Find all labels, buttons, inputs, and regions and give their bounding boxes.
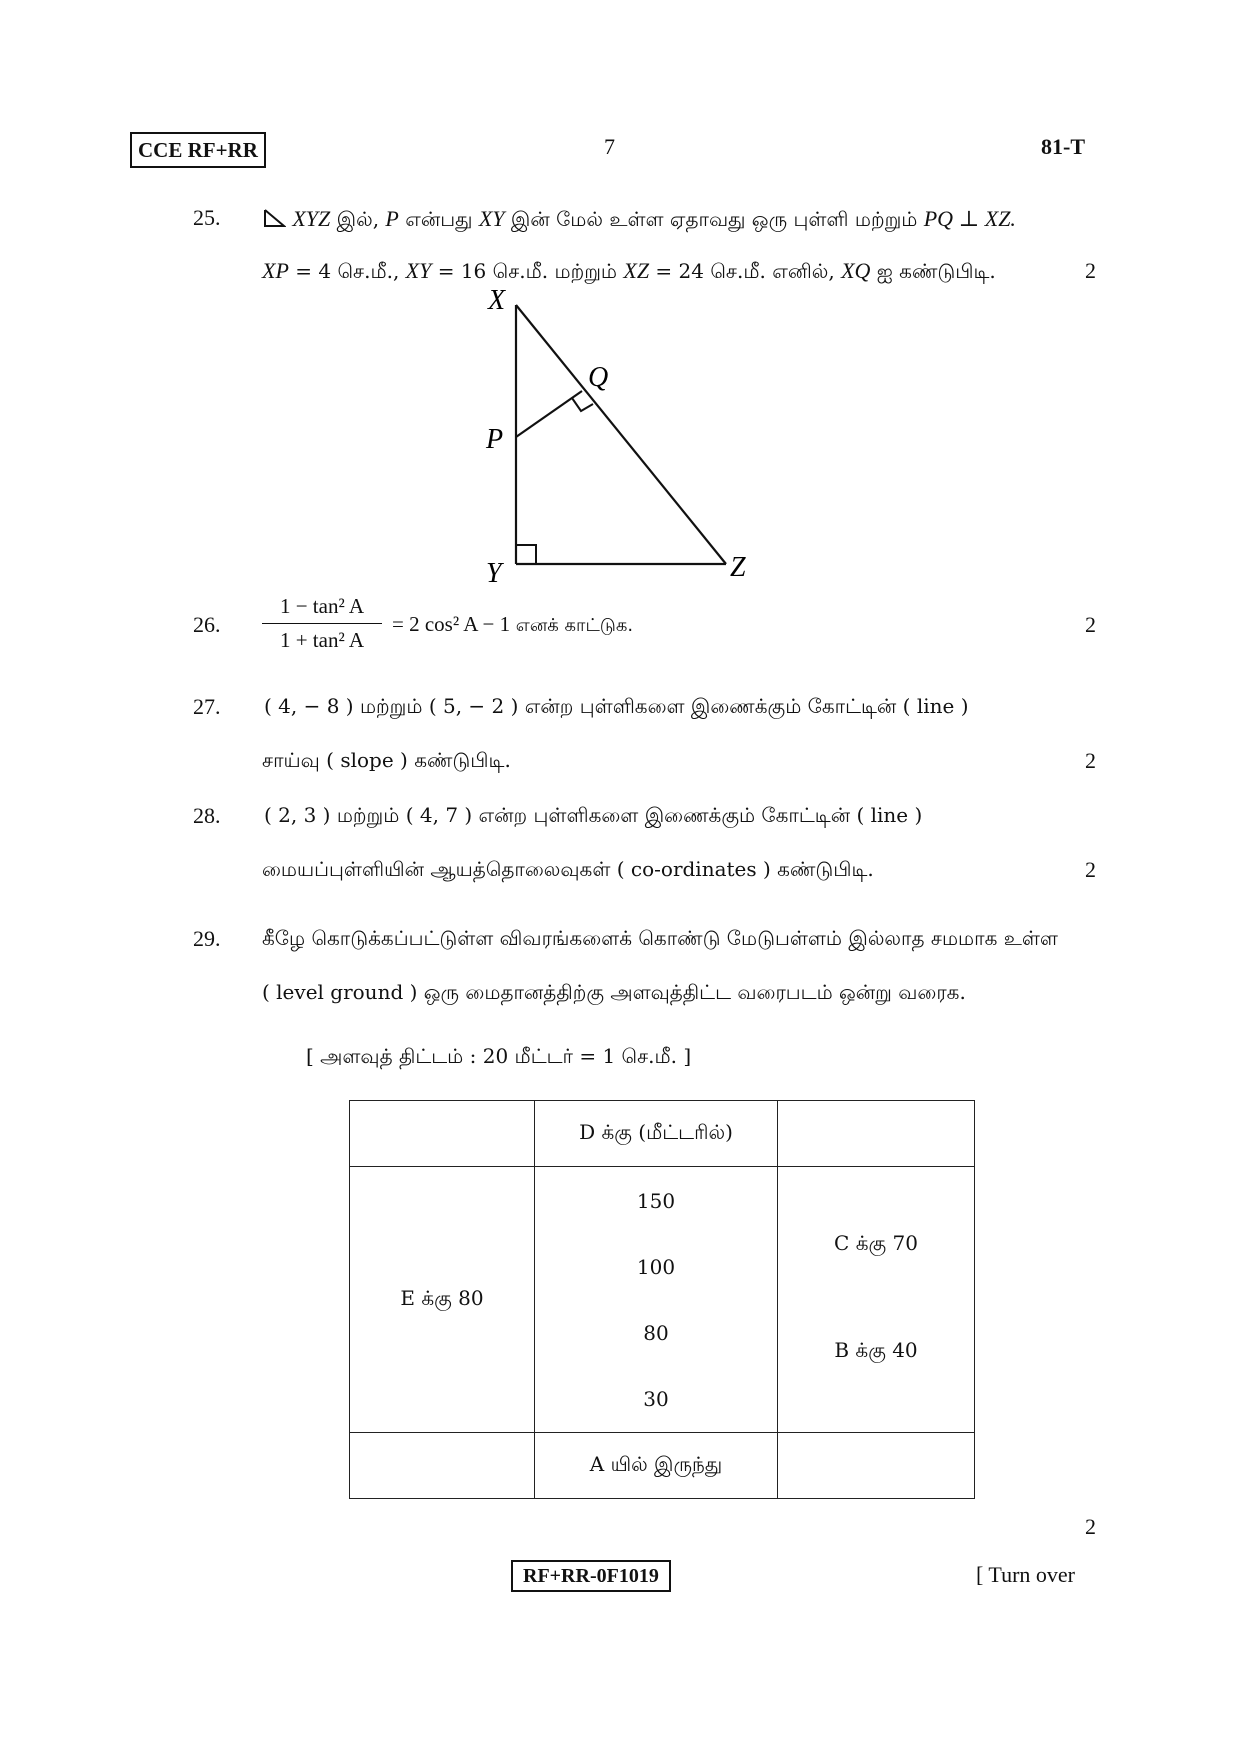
q26-number: 26. xyxy=(193,612,221,637)
q27-marks: 2 xyxy=(1085,748,1096,773)
segment-pq xyxy=(516,391,582,437)
q25-line2: XP = 4 செ.மீ., XY = 16 செ.மீ. மற்றும் XZ = 24 செ.மீ. எனில், XQ ஐ கண்டுபிடி. xyxy=(262,258,996,283)
q25-marks: 2 xyxy=(1085,258,1096,283)
table-footer: A யில் இருந்து xyxy=(535,1433,778,1499)
survey-table xyxy=(349,1100,975,1499)
q29-scale: [ அளவுத் திட்டம் : 20 மீட்டர் = 1 செ.மீ. ] xyxy=(306,1044,692,1068)
table-right xyxy=(778,1167,975,1433)
q27-line1: ( 4, − 8 ) மற்றும் ( 5, − 2 ) என்ற புள்ளிகளை இணைக்கும் கோட்டின் ( line ) xyxy=(264,694,969,718)
q25-number: 25. xyxy=(193,205,221,230)
q29-line1: கீழே கொடுக்கப்பட்டுள்ள விவரங்களைக் கொண்டு மேடுபள்ளம் இல்லாத சமமாக உள்ள xyxy=(262,926,1058,950)
table-header: D க்கு (மீட்டரில்) xyxy=(535,1101,778,1167)
footer-code: RF+RR-0F1019 xyxy=(523,1565,659,1587)
offset-value: 80 xyxy=(643,1320,669,1345)
q29-line2: ( level ground ) ஒரு மைதானத்திற்கு அளவுத்திட்ட வரைபடம் ஒன்று வரைக. xyxy=(262,980,966,1004)
triangle-diagram xyxy=(480,280,760,590)
q28-marks: 2 xyxy=(1085,857,1096,882)
right-angle-q xyxy=(572,398,593,411)
footer-code-box xyxy=(511,1560,671,1592)
q26-marks: 2 xyxy=(1085,612,1096,637)
right-angle-y xyxy=(516,545,536,564)
side-xz xyxy=(516,305,726,564)
page-number: 7 xyxy=(604,134,615,159)
table-cell-empty xyxy=(778,1101,975,1167)
q28-number: 28. xyxy=(193,803,221,828)
label-x: X xyxy=(488,285,506,316)
header-code-box xyxy=(130,132,266,168)
table-cell-empty xyxy=(350,1433,535,1499)
label-p: P xyxy=(486,424,504,455)
table-right-c: C க்கு 70 xyxy=(834,1230,918,1255)
table-right-b: B க்கு 40 xyxy=(834,1337,918,1362)
paper-code: 81-T xyxy=(1041,134,1085,159)
q28-line1: ( 2, 3 ) மற்றும் ( 4, 7 ) என்ற புள்ளிகளை இணைக்கும் கோட்டின் ( line ) xyxy=(264,803,923,827)
table-left-e: E க்கு 80 xyxy=(350,1167,535,1433)
q29-number: 29. xyxy=(193,926,221,951)
table-cell-empty xyxy=(778,1433,975,1499)
q25-line1: XYZ இல், P என்பது XY இன் மேல் உள்ள ஏதாவது ஒரு புள்ளி மற்றும் PQ ⊥ XZ. xyxy=(262,206,1016,234)
q27-number: 27. xyxy=(193,694,221,719)
q26-numerator: 1 − tan² A xyxy=(262,594,382,624)
offset-value: 30 xyxy=(643,1386,669,1411)
q27-line2: சாய்வு ( slope ) கண்டுபிடி. xyxy=(262,748,511,772)
q26-rhs: = 2 cos² A − 1 எனக் காட்டுக. xyxy=(392,612,634,636)
label-z: Z xyxy=(730,552,746,583)
table-cell-empty xyxy=(350,1101,535,1167)
offset-value: 100 xyxy=(636,1254,676,1279)
table-middle-values xyxy=(535,1167,778,1433)
header-code: CCE RF+RR xyxy=(138,138,258,162)
label-y: Y xyxy=(486,558,502,589)
q26-denominator: 1 + tan² A xyxy=(279,628,365,652)
q28-line2: மையப்புள்ளியின் ஆயத்தொலைவுகள் ( co-ordinates ) கண்டுபிடி. xyxy=(262,857,874,881)
triangle-icon xyxy=(262,208,286,228)
q26-fraction xyxy=(262,594,382,653)
q29-marks: 2 xyxy=(1085,1514,1096,1539)
label-q: Q xyxy=(588,362,609,393)
offset-value: 150 xyxy=(636,1188,676,1213)
turn-over: [ Turn over xyxy=(976,1562,1076,1587)
